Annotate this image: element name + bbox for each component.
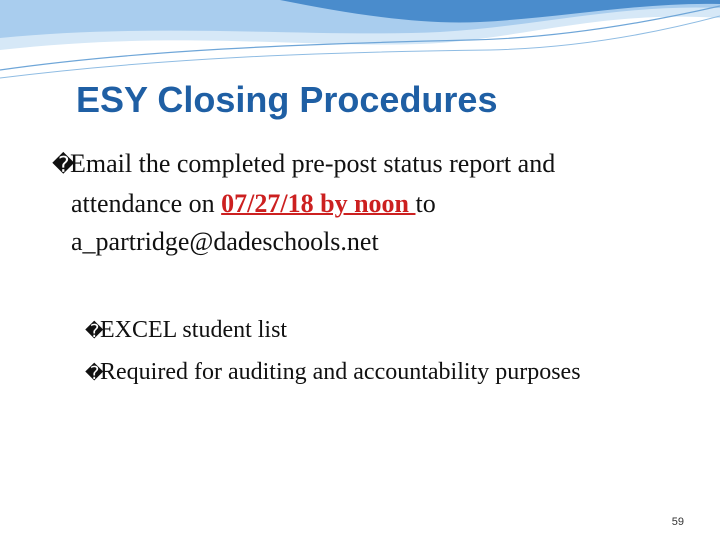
email-address: a_partridge@dadeschools.net [71,227,379,256]
main-bullet-line-2 [52,185,662,223]
main-bullet [52,145,662,261]
sub-bullet-list [85,310,581,394]
deadline-date: 07/27/18 by noon [221,189,416,218]
bullet-marker-icon: � [85,363,104,384]
sub-bullet-text: EXCEL student list [100,317,288,343]
sub-bullet-item [85,352,581,394]
main-bullet-line-1 [52,145,662,185]
main-bullet-text: Email the completed pre-post status report and [70,149,556,178]
sub-bullet-text: Required for auditing and accountability purposes [100,359,581,385]
page-number: 59 [671,516,684,528]
sub-bullet-item [85,310,581,352]
slide-title: ESY Closing Procedures [76,79,498,120]
bullet-marker-icon: � [85,321,104,342]
to-text: to [415,189,436,218]
bullet-marker-icon: � [52,153,75,178]
attendance-text: attendance on [71,189,222,218]
main-bullet-line-3 [52,223,662,261]
header-wave-decoration [0,0,720,90]
